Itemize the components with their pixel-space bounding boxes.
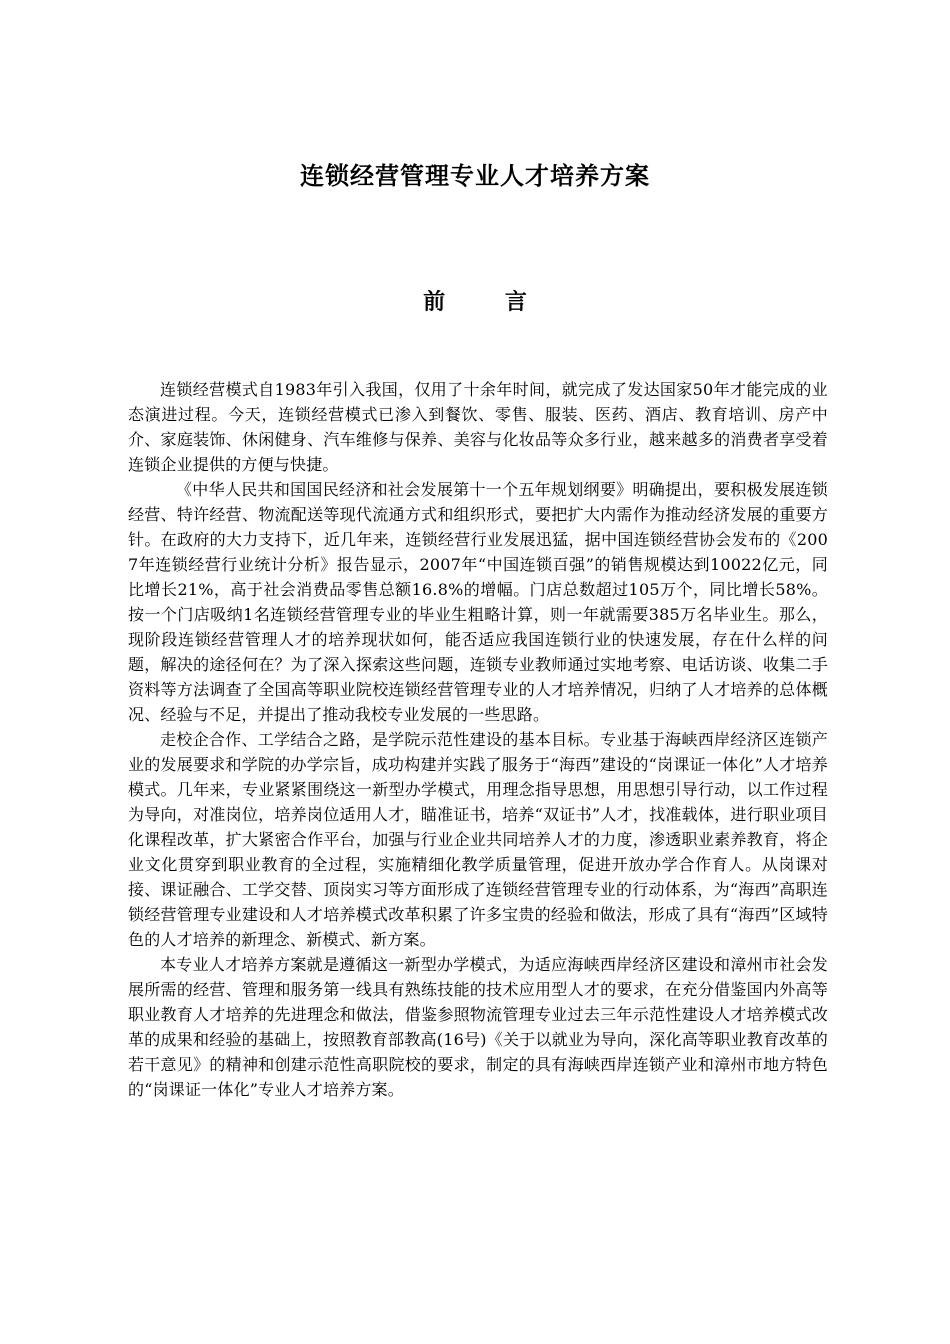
paragraph: 走校企合作、工学结合之路，是学院示范性建设的基本目标。专业基于海峡西岸经济区连锁产业的发展要求和学院的办学宗旨，成功构建并实践了服务于“海西”建设的“岗课证一体化”人才培养模式。几年来，专业紧紧围绕这一新型办学模式，用理念指导思想，用思想引导行动，以工作过程为导向，对准岗位，培养岗位适用人才，瞄准证书，培养“双证书”人才，找准载体，进行职业项目化课程改革，扩大紧密合作平台，加强与行业企业共同培养人才的力度，渗透职业素养教育，将企业文化贯穿到职业教育的全过程，实施精细化教学质量管理，促进开放办学合作育人。从岗课对接、课证融合、工学交替、顶岗实习等方面形成了连锁经营管理专业的行动体系，为“海西”高职连锁经营管理专业建设和人才培养模式改革积累了许多宝贵的经验和做法，形成了具有“海西”区域特色的人才培养的新理念、新模式、新方案。 — [128, 730, 828, 949]
document-title: 连锁经营管理专业人才培养方案 — [300, 161, 650, 190]
section-heading-preface: 前 言 — [423, 289, 553, 315]
paragraph: 连锁经营模式自1983年引入我国，仅用了十余年时间，就完成了发达国家50年才能完成的业态演进过程。今天，连锁经营模式已渗入到餐饮、零售、服装、医药、酒店、教育培训、房产中介、家庭装饰、休闲健身、汽车维修与保养、美容与化妆品等众多行业，越来越多的消费者享受着连锁企业提供的方便与快捷。 — [128, 380, 828, 474]
paragraph: 《中华人民共和国国民经济和社会发展第十一个五年规划纲要》明确提出，要积极发展连锁经营、特许经营、物流配送等现代流通方式和组织形式，要把扩大内需作为推动经济发展的重要方针。在政府的大力支持下，近几年来，连锁经营行业发展迅猛，据中国连锁经营协会发布的《2007年连锁经营行业统计分析》报告显示，2007年“中国连锁百强”的销售规模达到10022亿元，同比增长21%，高于社会消费品零售总额16.8%的增幅。门店总数超过105万个，同比增长58%。按一个门店吸纳1名连锁经营管理专业的毕业生粗略计算，则一年就需要385万名毕业生。那么，现阶段连锁经营管理人才的培养现状如何，能否适应我国连锁行业的快速发展，存在什么样的问题，解决的途径何在？为了深入探索这些问题，连锁专业教师通过实地考察、电话访谈、收集二手资料等方法调查了全国高等职业院校连锁经营管理专业的人才培养情况，归纳了人才培养的总体概况、经验与不足，并提出了推动我校专业发展的一些思路。 — [128, 480, 828, 724]
document-body — [128, 377, 828, 1102]
paragraph: 本专业人才培养方案就是遵循这一新型办学模式，为适应海峡西岸经济区建设和漳州市社会发展所需的经营、管理和服务第一线具有熟练技能的技术应用型人才的要求，在充分借鉴国内外高等职业教育人才培养的先进理念和做法，借鉴参照物流管理专业过去三年示范性建设人才培养模式改革的成果和经验的基础上，按照教育部教高(16号)《关于以就业为导向，深化高等职业教育改革的若干意见》的精神和创建示范性高职院校的要求，制定的具有海峡西岸连锁产业和漳州市地方特色的“岗课证一体化”专业人才培养方案。 — [128, 955, 828, 1099]
